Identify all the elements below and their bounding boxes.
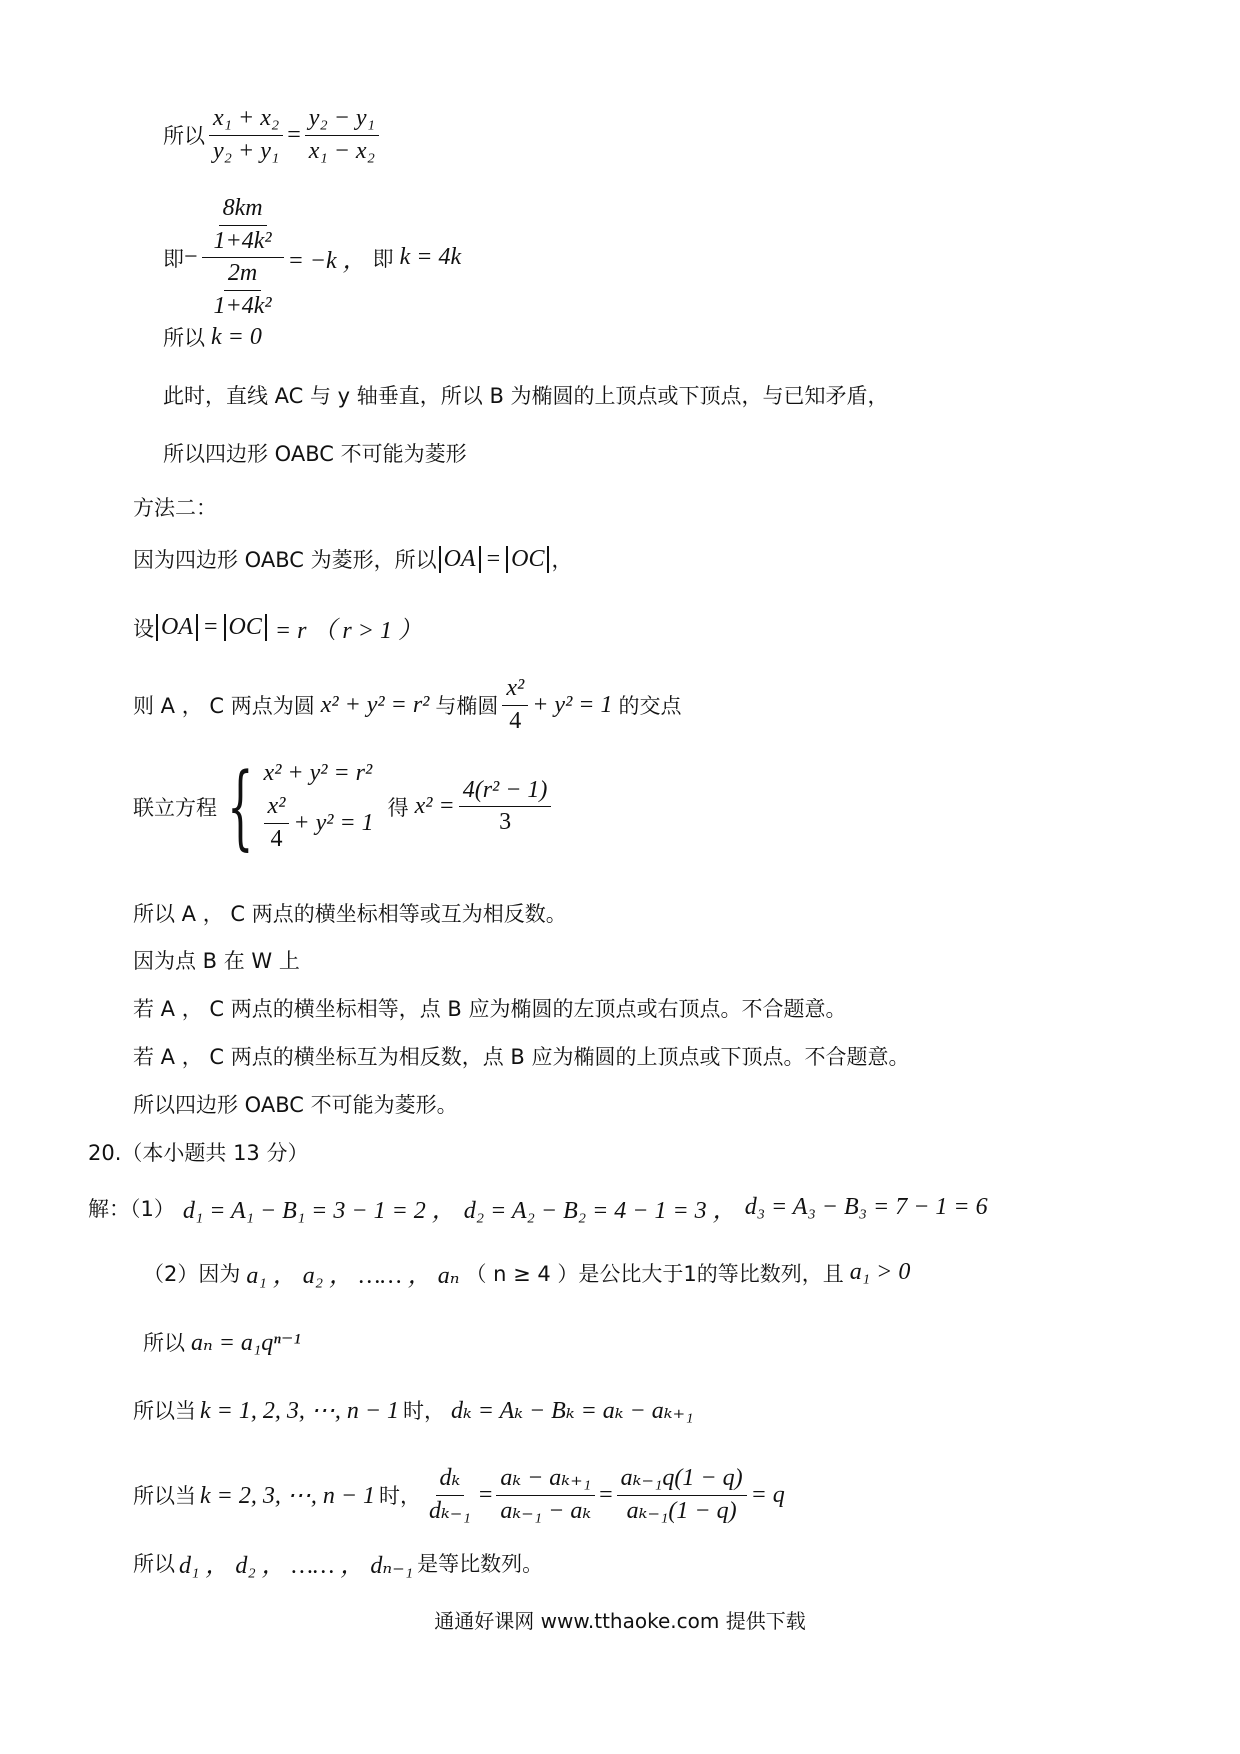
expression: k = 0 <box>211 323 262 350</box>
line-12: 因为点 B 在 W 上 <box>133 949 300 973</box>
line-9 <box>133 675 681 735</box>
text: 是等比数列。 <box>417 1551 544 1576</box>
fraction <box>305 105 379 165</box>
line-18 <box>143 1255 910 1290</box>
text: 解：（1） <box>88 1196 175 1221</box>
denominator: y₂ + y₁ <box>213 137 280 164</box>
expression: + y² = 1 <box>293 809 374 836</box>
text: 时， <box>403 1399 446 1423</box>
numerator: x² <box>502 675 528 706</box>
denominator: dₖ₋₁ <box>429 1497 471 1524</box>
fraction <box>209 105 283 165</box>
text: 所以 <box>143 1331 185 1355</box>
expression: a₁ > 0 <box>849 1259 911 1285</box>
expression: k = 2, 3, ⋯, n − 1 <box>200 1482 376 1509</box>
expression: aₙ = a₁qⁿ⁻¹ <box>191 1329 301 1356</box>
text: 即 <box>372 246 394 271</box>
line-3 <box>163 322 262 352</box>
numerator: 8km <box>219 195 267 226</box>
minus-sign: − <box>184 244 198 271</box>
text: 时， <box>379 1484 422 1509</box>
fraction <box>496 1465 595 1525</box>
text: 的交点 <box>618 694 682 719</box>
left-brace: { <box>227 752 254 860</box>
denominator: x₁ − x₂ <box>308 137 375 164</box>
expression: d₂ = A₂ − B₂ = 4 − 1 = 3 ， <box>463 1198 737 1224</box>
complex-fraction <box>202 195 284 320</box>
equation <box>264 793 374 853</box>
equation: x² + y² = r² <box>263 760 373 786</box>
numerator: 4(r² − 1) <box>459 777 552 808</box>
abs-value: OC <box>224 614 267 641</box>
text: ， <box>551 548 573 572</box>
numerator: y₂ − y₁ <box>305 105 379 136</box>
abs-value: OC <box>506 546 549 573</box>
line-8 <box>133 610 422 645</box>
numerator: 2m <box>224 260 261 291</box>
line-17 <box>88 1190 988 1225</box>
line-21 <box>133 1465 785 1525</box>
text: 得 <box>387 795 409 820</box>
denominator: 1+4k² <box>213 227 272 254</box>
equals: = <box>486 545 501 572</box>
numerator: x² <box>264 793 290 824</box>
denominator: aₖ₋₁ − aₖ <box>500 1497 592 1524</box>
numerator: dₖ <box>436 1465 465 1496</box>
fraction <box>502 675 528 735</box>
numerator: aₖ − aₖ₊₁ <box>496 1465 595 1496</box>
expression: a₁ ， a₂ ， …… ， aₙ <box>246 1263 460 1289</box>
expression: x² + y² = r² <box>320 691 430 718</box>
abs-value: OA <box>156 614 198 641</box>
denominator: 4 <box>270 825 283 852</box>
numerator <box>202 195 284 258</box>
expression: k = 1, 2, 3, ⋯, n − 1 <box>200 1397 400 1424</box>
line-14: 若 A ， C 两点的横坐标互为相反数，点 B 应为椭圆的上顶点或下顶点。不合题意。 <box>133 1045 910 1069</box>
text: 所以当 <box>133 1484 196 1509</box>
line-6: 方法二： <box>133 496 217 520</box>
line-22 <box>133 1545 543 1580</box>
expression: = r （ r > 1 ） <box>274 618 422 644</box>
text: 因为四边形 OABC 为菱形，所以 <box>133 548 437 572</box>
fraction <box>264 793 290 853</box>
expression: = −k ， <box>287 248 367 275</box>
fraction <box>210 195 276 255</box>
text: 联立方程 <box>133 795 217 820</box>
expression: = q <box>750 1481 785 1508</box>
text: 设 <box>133 616 154 641</box>
fraction <box>459 777 552 837</box>
denominator: aₖ₋₁(1 − q) <box>626 1497 737 1524</box>
text: 所以 <box>133 1551 175 1576</box>
expression: d₁ ， d₂ ， …… ， dₙ₋₁ <box>179 1553 414 1579</box>
denominator: 4 <box>509 707 522 734</box>
line-13: 若 A ， C 两点的横坐标相等，点 B 应为椭圆的左顶点或右顶点。不合题意。 <box>133 997 847 1021</box>
text: 所以当 <box>133 1399 196 1423</box>
line-20 <box>133 1395 694 1425</box>
text: 所以 <box>163 124 205 149</box>
question-header: 20.（本小题共 13 分） <box>88 1141 309 1165</box>
footer-source-text: 通通好课网 www.tthaoke.com 提供下载 <box>434 1609 806 1633</box>
line-5: 所以四边形 OABC 不可能为菱形 <box>163 442 467 466</box>
expression: dₖ = Aₖ − Bₖ = aₖ − aₖ₊₁ <box>451 1397 694 1424</box>
text: 所以 <box>163 326 205 350</box>
denominator: 3 <box>499 809 512 836</box>
line-11: 所以 A ， C 两点的横坐标相等或互为相反数。 <box>133 902 567 926</box>
line-7 <box>133 544 572 574</box>
line-10 <box>133 752 555 860</box>
line-1 <box>163 105 383 165</box>
text: （ n ≥ 4 ）是公比大于1的等比数列，且 <box>465 1261 844 1286</box>
line-19 <box>143 1327 301 1357</box>
equals: = <box>599 1481 613 1508</box>
text: 与椭圆 <box>435 694 499 719</box>
expression: d₃ = A₃ − B₃ = 7 − 1 = 6 <box>744 1194 988 1220</box>
line-15: 所以四边形 OABC 不可能为菱形。 <box>133 1093 458 1117</box>
text: （2）因为 <box>143 1261 241 1286</box>
expression: k = 4k <box>399 244 462 271</box>
text: 即 <box>163 246 184 271</box>
numerator: x₁ + x₂ <box>209 105 283 136</box>
fraction <box>425 1465 475 1525</box>
denominator: 1+4k² <box>213 292 272 319</box>
text: 则 A ， C 两点为圆 <box>133 694 315 719</box>
numerator: aₖ₋₁q(1 − q) <box>617 1465 747 1496</box>
equals: = <box>204 614 218 640</box>
line-4: 此时，直线 AC 与 y 轴垂直，所以 B 为椭圆的上顶点或下顶点，与已知矛盾， <box>163 384 889 408</box>
expression: + y² = 1 <box>532 691 613 718</box>
equation-system <box>264 760 374 853</box>
fraction <box>617 1465 747 1525</box>
fraction <box>210 260 276 320</box>
expression: d₁ = A₁ − B₁ = 3 − 1 = 2 ， <box>182 1198 456 1224</box>
denominator <box>202 258 284 320</box>
line-2 <box>163 195 461 320</box>
expression: x² = <box>414 793 455 820</box>
abs-value: OA <box>439 546 481 573</box>
equals: = <box>478 1481 493 1508</box>
equals: = <box>287 121 301 148</box>
